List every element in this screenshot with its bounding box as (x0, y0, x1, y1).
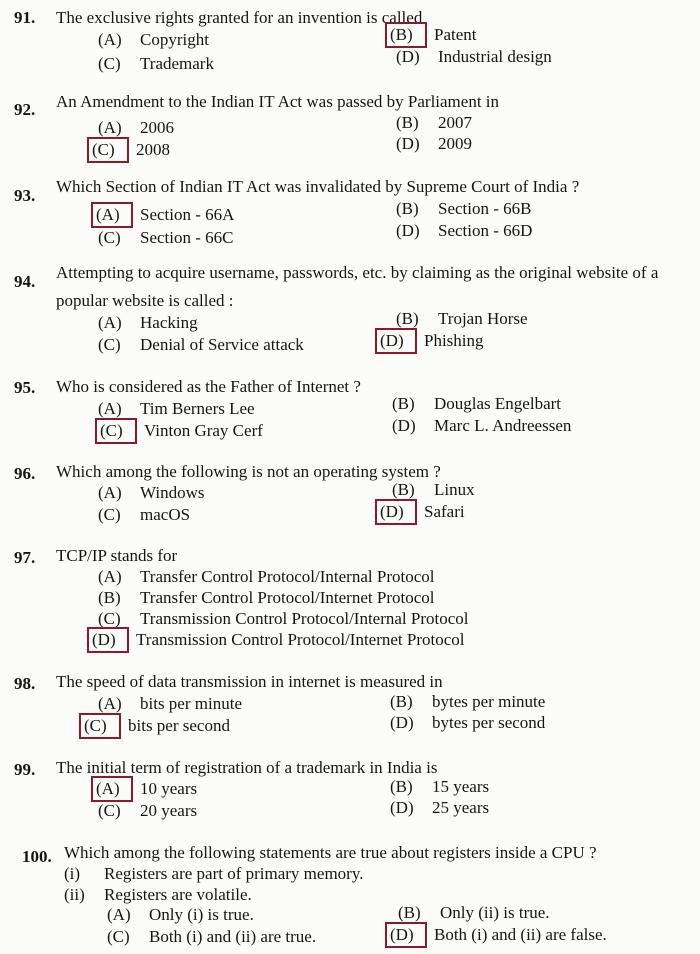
option-d-marked-answer[interactable]: (D) Phishing (380, 331, 484, 350)
option-d[interactable]: (D) 2009 (396, 134, 472, 153)
option-a[interactable]: (A) bits per minute (98, 694, 242, 713)
statement-i: (i) Registers are part of primary memory. (64, 864, 364, 883)
question-number: 97. (14, 548, 36, 567)
question-text: TCP/IP stands for (56, 546, 178, 565)
option-c[interactable]: (C) Trademark (98, 54, 214, 73)
statement-ii: (ii) Registers are volatile. (64, 885, 252, 904)
option-d[interactable]: (D) Industrial design (396, 47, 552, 66)
option-a[interactable]: (A) Only (i) is true. (107, 905, 254, 924)
question-number: 95. (14, 378, 36, 397)
question-number: 99. (14, 760, 36, 779)
option-d[interactable]: (D) 25 years (390, 798, 490, 817)
question-number: 100. (22, 847, 52, 866)
question-text: The initial term of registration of a trademark in India is (56, 758, 438, 777)
option-d-marked-answer[interactable]: (D) Safari (380, 502, 465, 521)
option-c[interactable]: (C) 20 years (98, 801, 198, 820)
option-b-marked-answer[interactable]: (B) Patent (390, 25, 477, 44)
option-a-marked-answer[interactable]: (A) Section - 66A (96, 205, 235, 224)
option-a[interactable]: (A) Transfer Control Protocol/Internal Protocol (98, 567, 435, 586)
option-b[interactable]: (B) Linux (392, 480, 475, 499)
question-text: Attempting to acquire username, passwords, etc. by claiming as the original website of a (56, 263, 659, 282)
option-b[interactable]: (B) Transfer Control Protocol/Internet Protocol (98, 588, 435, 607)
question-number: 91. (14, 8, 36, 27)
option-b[interactable]: (B) Section - 66B (396, 199, 532, 218)
question-text: The exclusive rights granted for an invention is called (56, 8, 423, 27)
option-c[interactable]: (C) Transmission Control Protocol/Internal Protocol (98, 609, 469, 628)
question-text: An Amendment to the Indian IT Act was passed by Parliament in (56, 92, 500, 111)
question-number: 94. (14, 272, 36, 291)
question-number: 98. (14, 674, 36, 693)
question-text: Which among the following statements are true about registers inside a CPU ? (64, 843, 597, 862)
question-text: The speed of data transmission in internet is measured in (56, 672, 443, 691)
option-a[interactable]: (A) Tim Berners Lee (98, 399, 255, 418)
option-b[interactable]: (B) 15 years (390, 777, 490, 796)
question-text: Who is considered as the Father of Internet ? (56, 377, 361, 396)
option-d[interactable]: (D) bytes per second (390, 713, 546, 732)
option-d-marked-answer[interactable]: (D) Both (i) and (ii) are false. (390, 925, 607, 944)
option-a[interactable]: (A) Copyright (98, 30, 209, 49)
question-text-line2: popular website is called : (56, 291, 234, 310)
option-a[interactable]: (A) Hacking (98, 313, 198, 332)
option-b[interactable]: (B) 2007 (396, 113, 472, 132)
option-c[interactable]: (C) Denial of Service attack (98, 335, 304, 354)
question-number: 93. (14, 186, 36, 205)
option-b[interactable]: (B) bytes per minute (390, 692, 546, 711)
option-b[interactable]: (B) Trojan Horse (396, 309, 528, 328)
question-text: Which among the following is not an operating system ? (56, 462, 441, 481)
question-number: 96. (14, 464, 36, 483)
option-c-marked-answer[interactable]: (C) 2008 (92, 140, 170, 159)
option-a-marked-answer[interactable]: (A) 10 years (96, 779, 198, 798)
option-c[interactable]: (C) Both (i) and (ii) are true. (107, 927, 317, 946)
question-text: Which Section of Indian IT Act was invalidated by Supreme Court of India ? (56, 177, 580, 196)
question-number: 92. (14, 100, 36, 119)
option-d[interactable]: (D) Section - 66D (396, 221, 533, 240)
option-a[interactable]: (A) Windows (98, 483, 205, 502)
option-b[interactable]: (B) Douglas Engelbart (392, 394, 561, 413)
option-d[interactable]: (D) Marc L. Andreessen (392, 416, 572, 435)
option-c-marked-answer[interactable]: (C) Vinton Gray Cerf (100, 421, 263, 440)
option-b[interactable]: (B) Only (ii) is true. (398, 903, 550, 922)
option-c[interactable]: (C) macOS (98, 505, 191, 524)
option-c-marked-answer[interactable]: (C) bits per second (84, 716, 230, 735)
option-c[interactable]: (C) Section - 66C (98, 228, 234, 247)
option-a[interactable]: (A) 2006 (98, 118, 174, 137)
option-d-marked-answer[interactable]: (D) Transmission Control Protocol/Internet Protocol (92, 630, 465, 649)
